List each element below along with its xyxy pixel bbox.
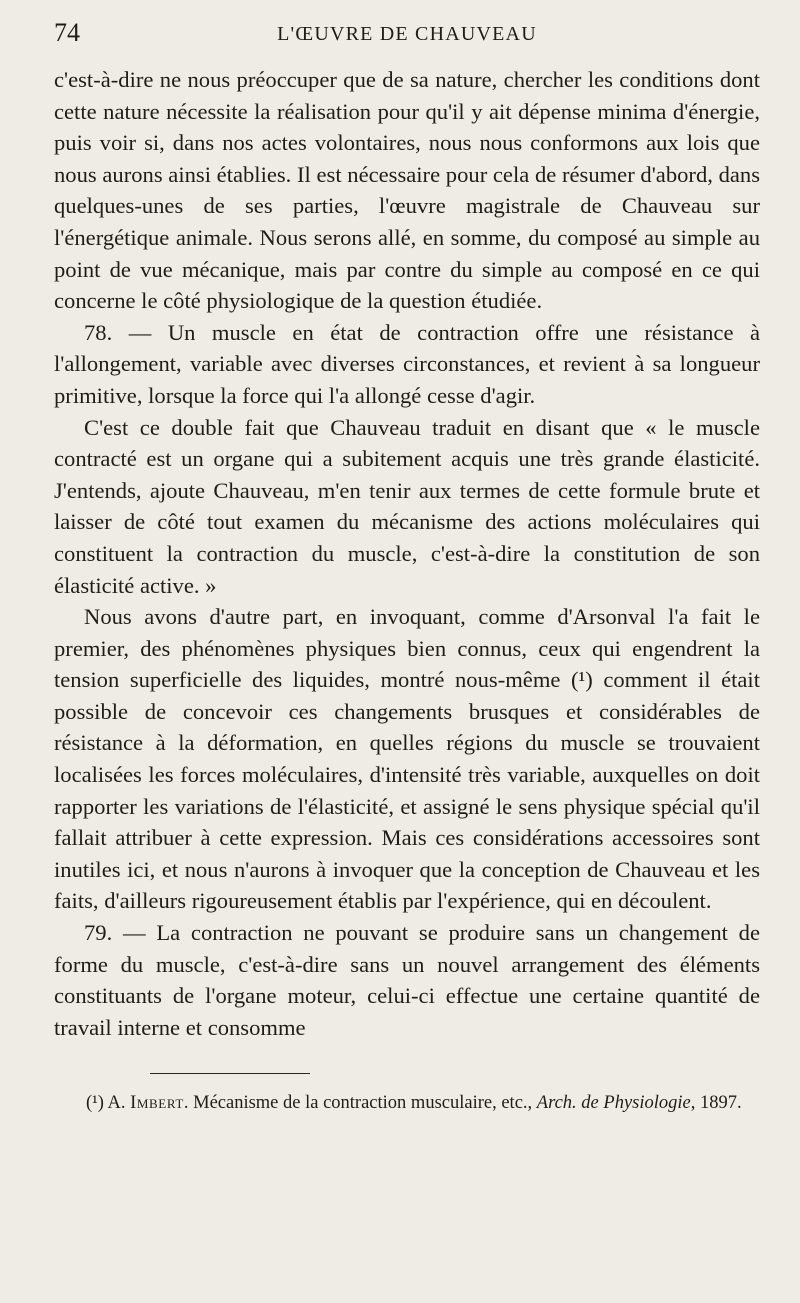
- running-title: L'ŒUVRE DE CHAUVEAU: [277, 23, 537, 45]
- footnote-rule: [150, 1073, 310, 1074]
- paragraph-chauveau-quote: C'est ce double fait que Chauveau traduit en disant que « le muscle contracté est un organe qui a subitement acquis une très grande élasticité. J'entends, ajoute Chauveau, m'en tenir aux termes de cette formule brute et laisser de côté tout examen du mécanisme des actions moléculaires qui constituent la contraction du muscle, c'est-à-dire la constitution de son élasticité active. »: [54, 414, 760, 598]
- paragraph-continuation: c'est-à-dire ne nous préoccuper que de sa nature, chercher les conditions dont cette nature nécessite la réalisation pour qu'il y ait dépense minima d'énergie, puis voir si, dans nos actes volontaires, nous nous conformons aux lois que nous aurons ainsi établies. Il est nécessaire pour cela de résumer d'abord, dans quelques-unes de ses parties, l'œuvre magistrale de Chauveau sur l'énergétique animale. Nous serons allé, en somme, du composé au simple au point de vue mécanique, mais par contre du simple au composé en ce qui concerne le côté physiologique de la question étudiée.: [54, 67, 760, 314]
- footnote-year: , 1897.: [690, 1093, 742, 1113]
- footnote-title: . Mécanisme de la contraction musculaire, etc.,: [183, 1093, 537, 1113]
- footnote-author-initial: A.: [107, 1093, 126, 1113]
- footnote-author-name: Imbert: [130, 1093, 184, 1113]
- footnote-journal: Arch. de Physiologie: [536, 1093, 691, 1113]
- page-number: 74: [54, 18, 80, 47]
- footnote: [54, 1090, 760, 1117]
- paragraph-section-78: 78. — Un muscle en état de contraction offre une résistance à l'allongement, variable avec diverses circonstances, et revient à sa longueur primitive, lorsque la force qui l'a allongé cesse d'agir.: [54, 319, 760, 408]
- page-header: [54, 16, 760, 50]
- paragraph-section-79: 79. — La contraction ne pouvant se produire sans un changement de forme du muscle, c'est-à-dire sans un nouvel arrangement des éléments constituants de l'organe moteur, celui-ci effectue une certaine quantité de travail interne et consomme: [54, 920, 760, 1040]
- paragraph-arsonval: Nous avons d'autre part, en invoquant, comme d'Arsonval l'a fait le premier, des phénomènes physiques bien connus, ceux qui engendrent la tension superficielle des liquides, montré nous-même (¹) comment il était possible de concevoir ces changements brusques et considérables de résistance à la déformation, en quelles régions du muscle se trouvaient localisées les forces moléculaires, d'intensité très variable, auxquelles on doit rapporter les variations de l'élasticité, et assigné le sens physique spécial qu'il fallait attribuer à cette expression. Mais ces considérations accessoires sont inutiles ici, et nous n'aurons à invoquer que la conception de Chauveau et les faits, d'ailleurs rigoureusement établis par l'expérience, qui en découlent.: [54, 604, 760, 914]
- body-text: [54, 64, 760, 1043]
- footnote-marker: (¹): [86, 1093, 104, 1113]
